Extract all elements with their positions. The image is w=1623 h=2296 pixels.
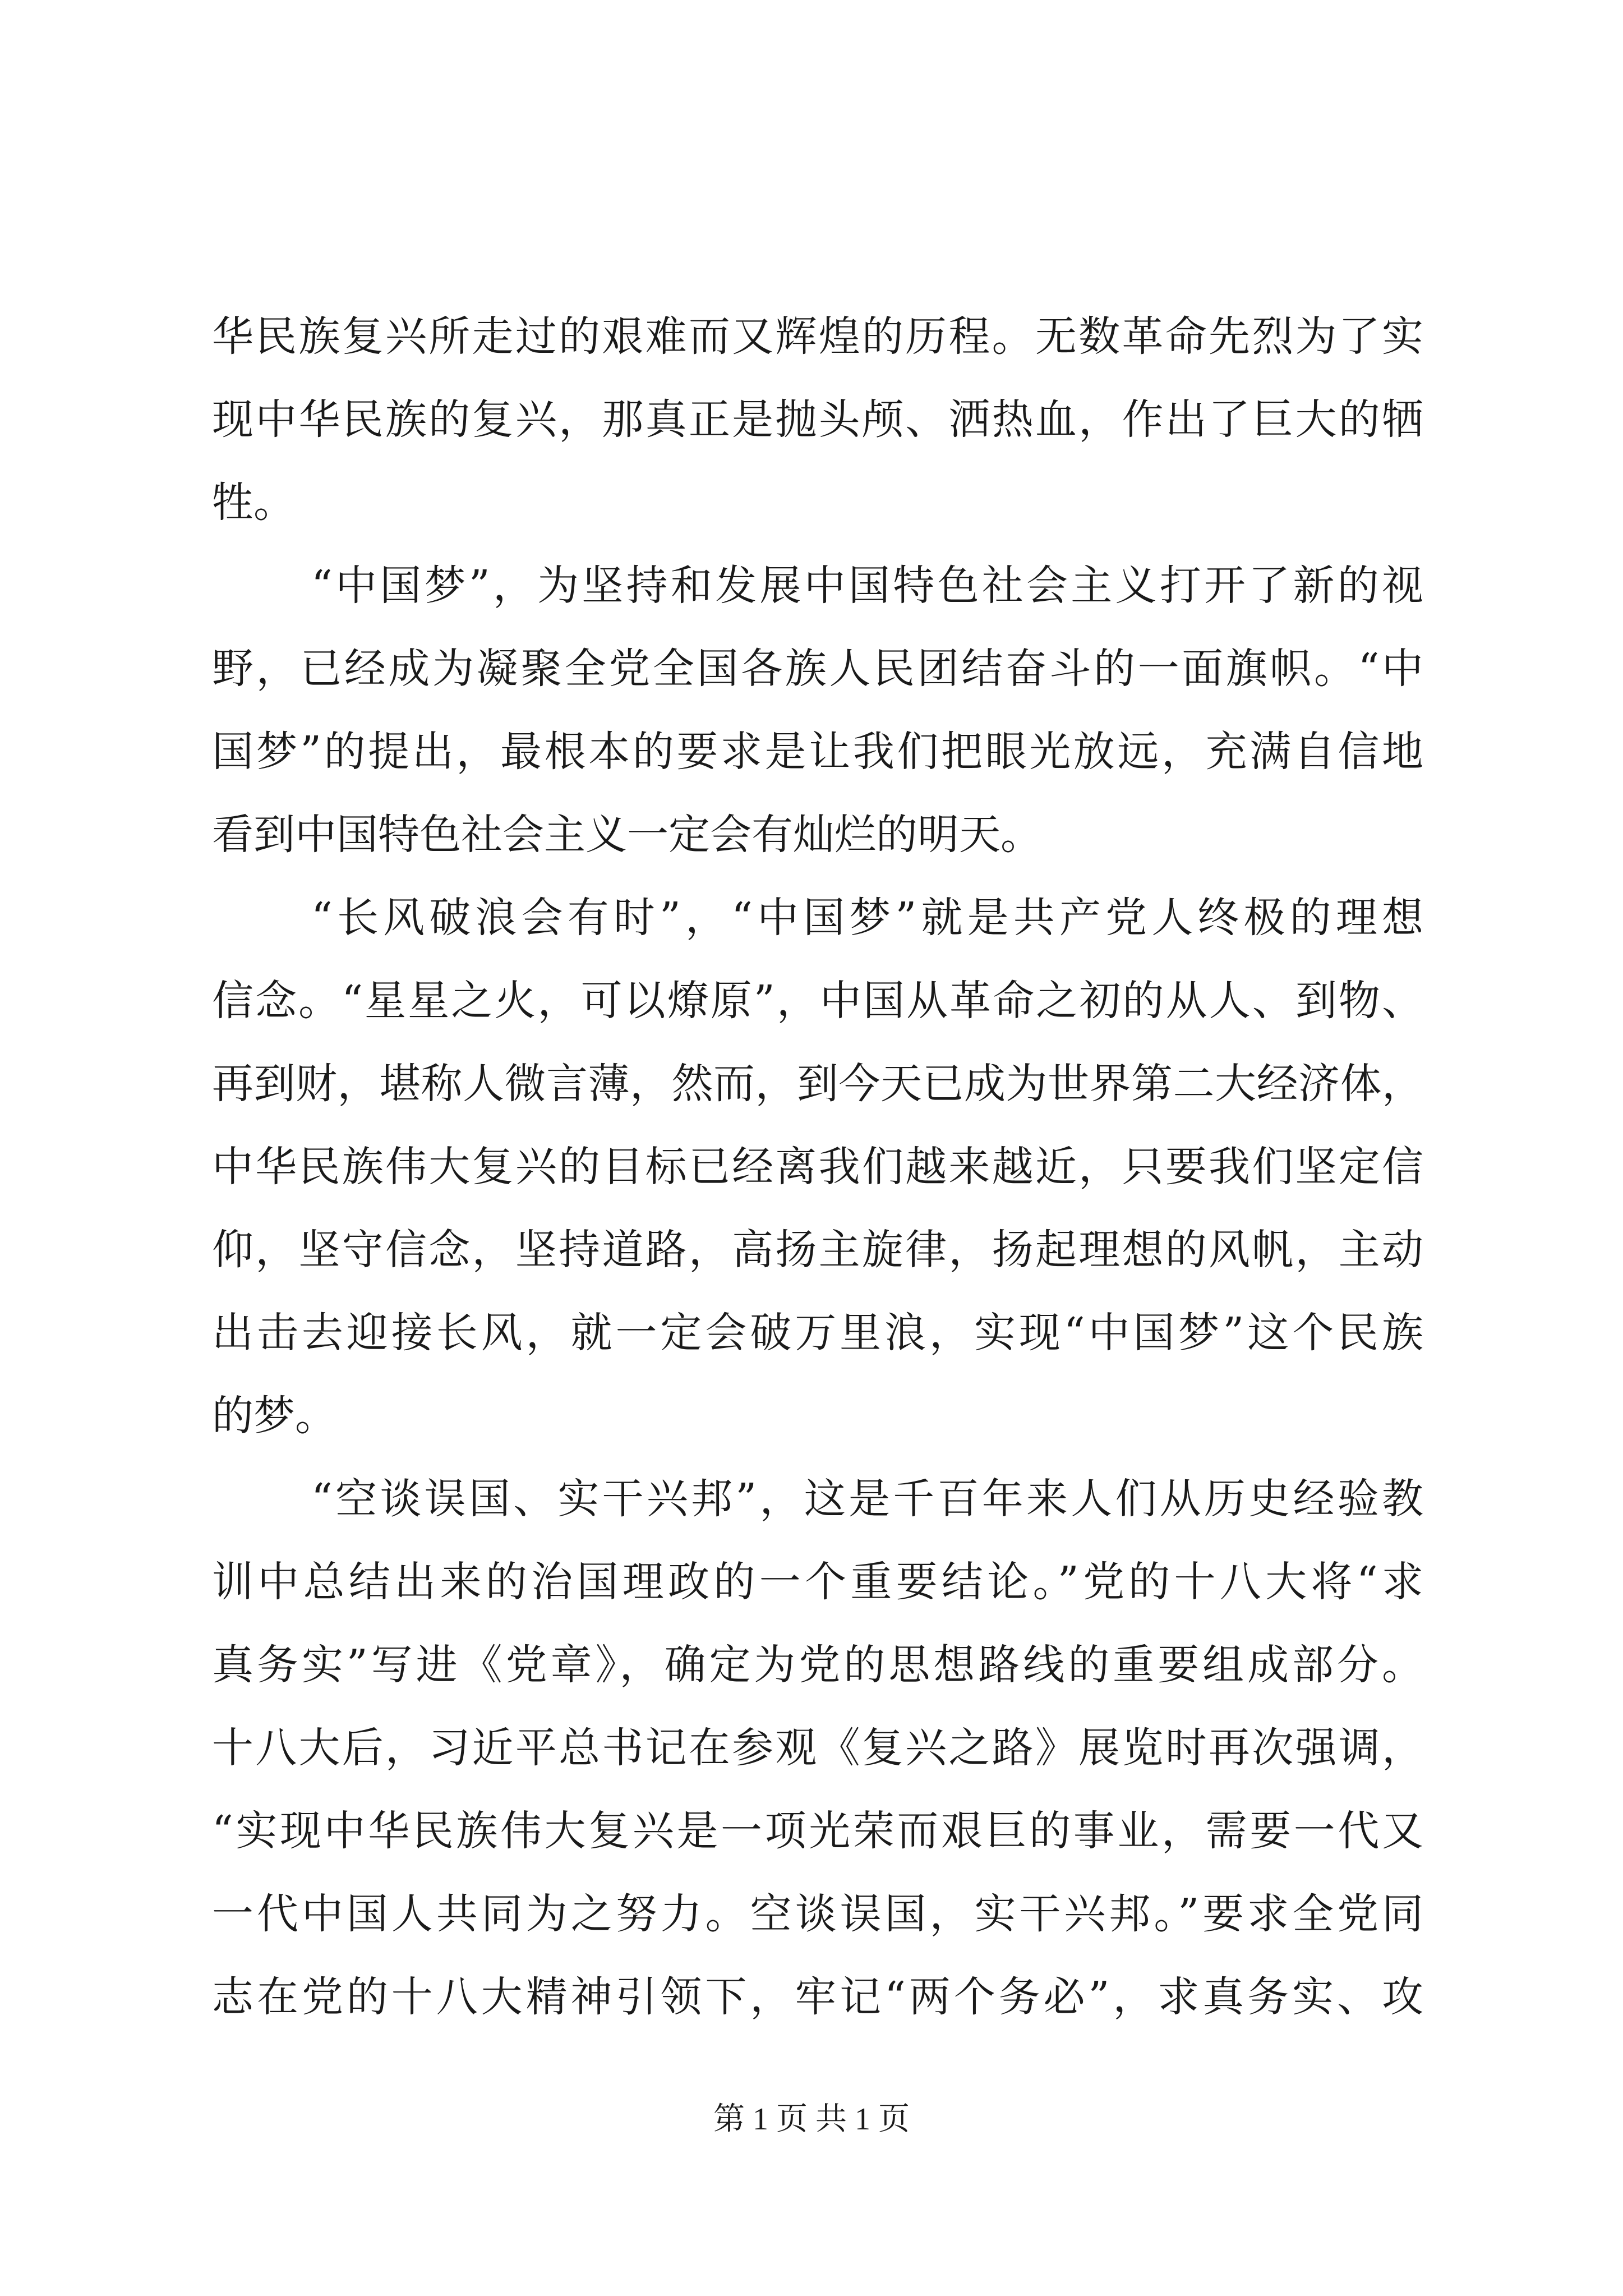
page-number-footer: 第 1 页 共 1 页	[713, 2102, 910, 2137]
paragraph-line: 中华民族伟大复兴的目标已经离我们越来越近，只要我们坚定信	[212, 1143, 1423, 1191]
paragraph-line: “空谈误国、实干兴邦”，这是千百年来人们从历史经验教	[311, 1475, 1423, 1523]
paragraph-line: 现中华民族的复兴，那真正是抛头颅、洒热血，作出了巨大的牺	[212, 395, 1423, 444]
paragraph-line: 真务实”写进《党章》，确定为党的思想路线的重要组成部分。	[212, 1641, 1423, 1689]
paragraph-line: 野，已经成为凝聚全党全国各族人民团结奋斗的一面旗帜。“中	[212, 645, 1423, 693]
paragraph-line: “实现中华民族伟大复兴是一项光荣而艰巨的事业，需要一代又	[212, 1807, 1423, 1855]
paragraph-line: 牲。	[212, 478, 295, 527]
paragraph-line: 训中总结出来的治国理政的一个重要结论。”党的十八大将“求	[212, 1558, 1423, 1606]
paragraph-line: 志在党的十八大精神引领下，牢记“两个务必”，求真务实、攻	[212, 1973, 1423, 2021]
paragraph-line: 信念。“星星之火，可以燎原”，中国从革命之初的从人、到物、	[212, 977, 1423, 1025]
paragraph-line: 再到财，堪称人微言薄，然而，到今天已成为世界第二大经济体，	[212, 1060, 1423, 1108]
paragraph-line: “中国梦”，为坚持和发展中国特色社会主义打开了新的视	[311, 562, 1423, 610]
paragraph-line: 华民族复兴所走过的艰难而又辉煌的历程。无数革命先烈为了实	[212, 312, 1423, 361]
paragraph-line: 国梦”的提出，最根本的要求是让我们把眼光放远，充满自信地	[212, 728, 1423, 776]
paragraph-line: 的梦。	[212, 1392, 336, 1440]
paragraph-line: 看到中国特色社会主义一定会有灿烂的明天。	[212, 811, 1042, 859]
paragraph-line: 一代中国人共同为之努力。空谈误国，实干兴邦。”要求全党同	[212, 1890, 1423, 1938]
paragraph-line: 十八大后，习近平总书记在参观《复兴之路》展览时再次强调，	[212, 1724, 1423, 1772]
paragraph-line: “长风破浪会有时”，“中国梦”就是共产党人终极的理想	[311, 894, 1423, 942]
paragraph-line: 仰，坚守信念，坚持道路，高扬主旋律，扬起理想的风帆，主动	[212, 1226, 1423, 1274]
paragraph-line: 出击去迎接长风，就一定会破万里浪，实现“中国梦”这个民族	[212, 1309, 1423, 1357]
